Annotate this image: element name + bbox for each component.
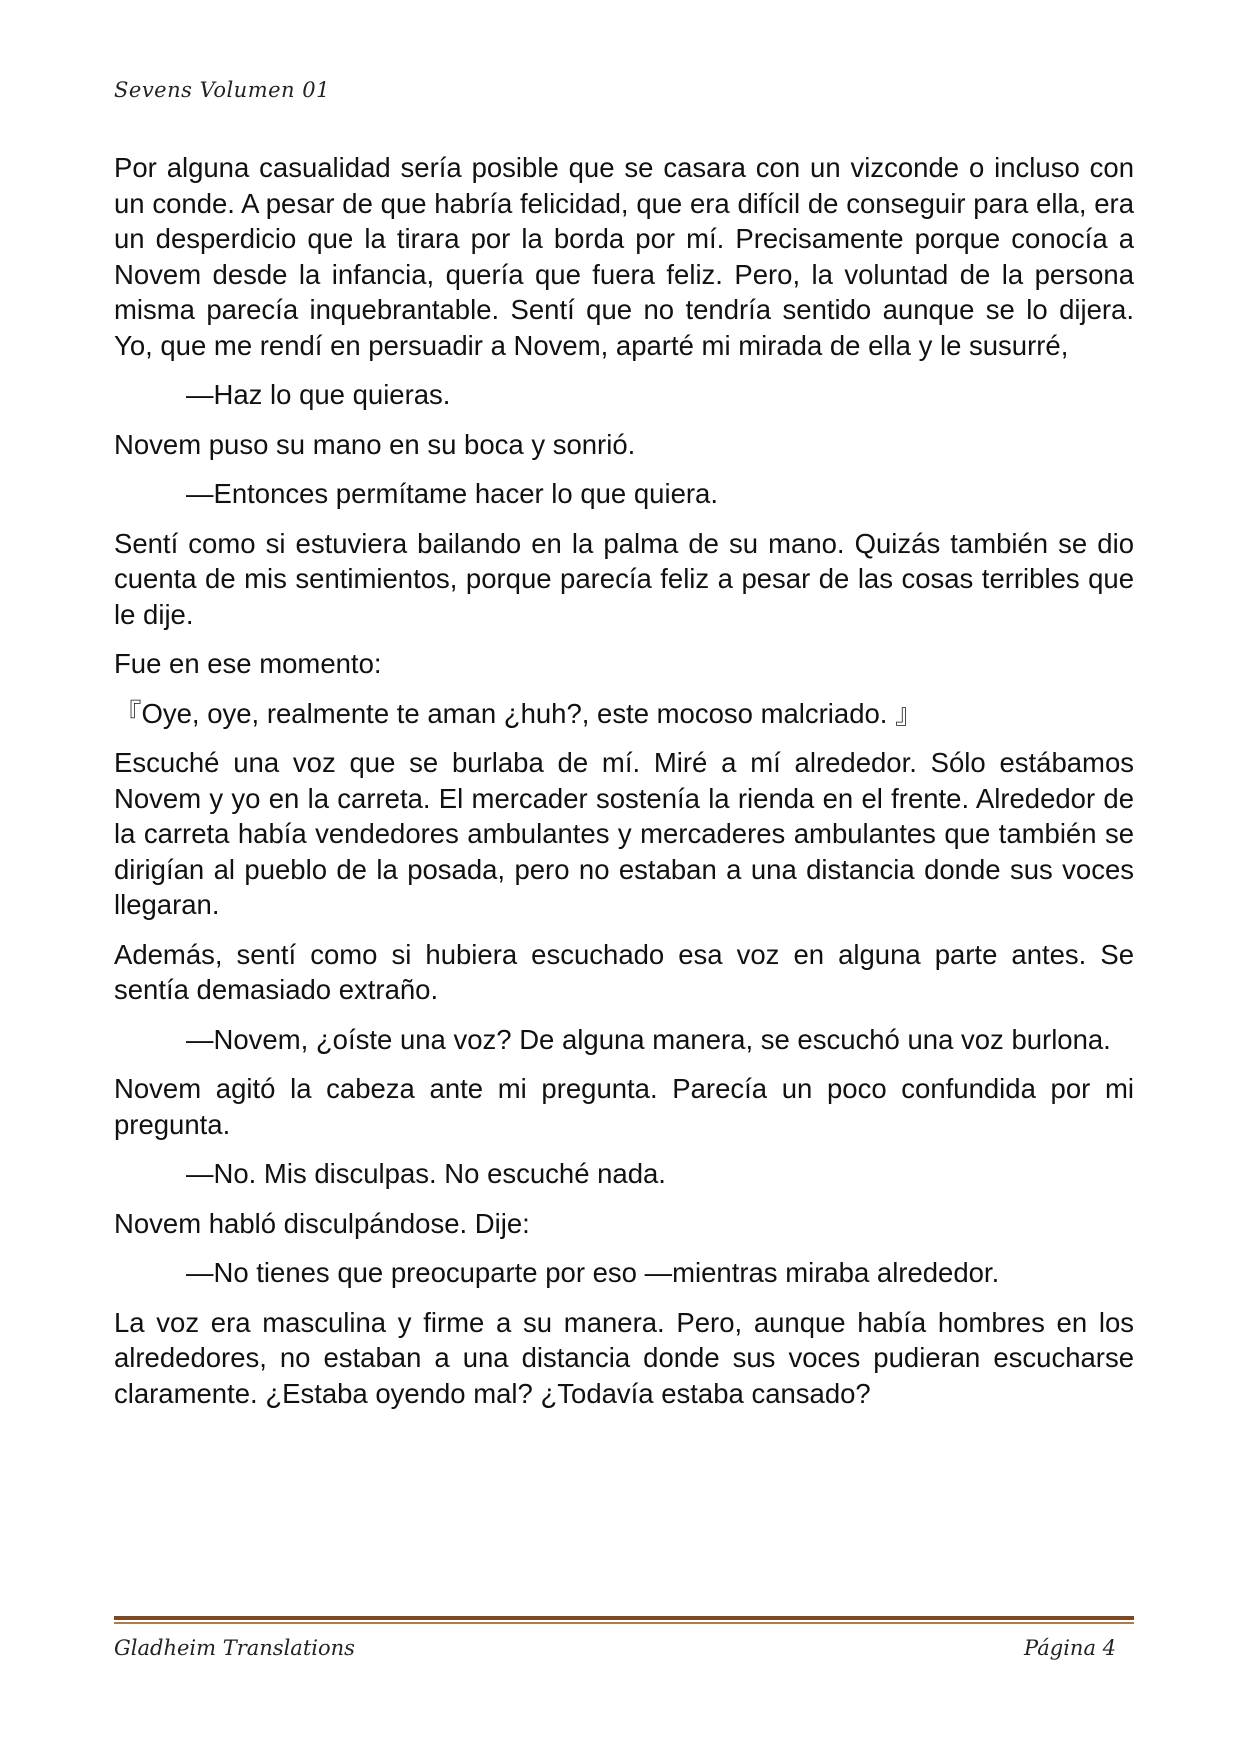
dialogue-5: —No tienes que preocuparte por eso —mientras miraba alrededor. — [186, 1257, 1000, 1288]
paragraph-1: Por alguna casualidad sería posible que se casara con un vizconde o incluso con un conde. A pesar de que habría felicidad, que era difícil de conseguir para ella, era un desperdicio que la tirara por la borda por mí. Precisamente porque conocía a Novem desde la infancia, quería que fuera feliz. Pero, la voluntad de la persona misma parecía inquebrantable. Sentí que no tendría sentido aunque se lo dijera. Yo, que me rendí en persuadir a Novem, aparté mi mirada de ella y le susurré, — [114, 152, 1134, 361]
dialogue-4: —No. Mis disculpas. No escuché nada. — [186, 1158, 666, 1189]
footer-rule-light — [114, 1622, 1134, 1624]
paragraph-2: Novem puso su mano en su boca y sonrió. — [114, 428, 636, 460]
paragraph-3: Sentí como si estuviera bailando en la palma de su mano. Quizás también se dio cuenta de mis sentimientos, porque parecía feliz a pesar de las cosas terribles que le dije. — [114, 527, 1134, 630]
dialogue-3: —Novem, ¿oíste una voz? De alguna manera, se escuchó una voz burlona. — [186, 1023, 1111, 1055]
dialogue-2: —Entonces permítame hacer lo que quiera. — [186, 478, 718, 509]
paragraph-7: Novem agitó la cabeza ante mi pregunta. Parecía un poco confundida por mi pregunta. — [114, 1073, 1134, 1140]
paragraph-6: Además, sentí como si hubiera escuchado esa voz en alguna parte antes. Se sentía demasiado extraño. — [114, 938, 1134, 1005]
running-header: Sevens Volumen 01 — [114, 78, 330, 102]
page-body — [114, 150, 1134, 1425]
dialogue-1: —Haz lo que quieras. — [186, 379, 451, 410]
paragraph-8: Novem habló disculpándose. Dije: — [114, 1207, 530, 1239]
paragraph-9: La voz era masculina y firme a su manera. Pero, aunque había hombres en los alrededores, no estaban a una distancia donde sus voces pudieran escucharse claramente. ¿Estaba oyendo mal? ¿Todavía estaba cansado? — [114, 1306, 1134, 1409]
page-number: Página 4 — [1024, 1636, 1116, 1660]
paragraph-4: Fue en ese momento: — [114, 648, 382, 679]
footer-publisher: Gladheim Translations — [114, 1636, 355, 1660]
paragraph-5: Escuché una voz que se burlaba de mí. Miré a mí alrededor. Sólo estábamos Novem y yo en la carreta. El mercader sostenía la rienda en el frente. Alrededor de la carreta había vendedores ambulantes y mercaderes ambulantes que también se dirigían al pueblo de la posada, pero no estaban a una distancia donde sus voces llegaran. — [114, 747, 1134, 920]
voice-quote: 『Oye, oye, realmente te aman ¿huh?, este mocoso malcriado. 』 — [114, 697, 923, 729]
footer-rule-dark — [114, 1616, 1134, 1620]
